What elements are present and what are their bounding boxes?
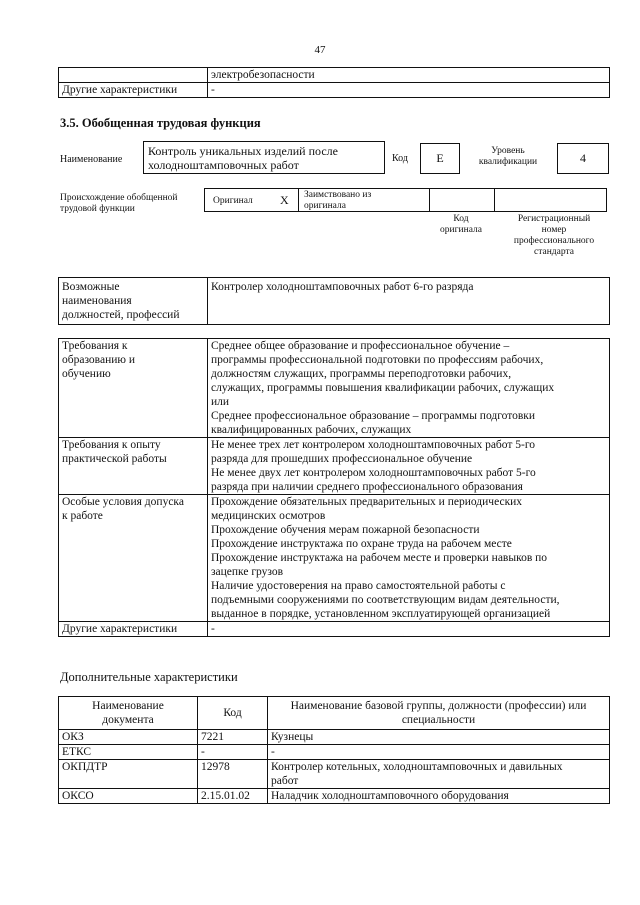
code-original-label: Код оригинала <box>440 214 482 235</box>
table-cell-label: Другие характеристики <box>59 83 208 98</box>
table-cell: Контролер холодноштамповочных работ 6-го разряда <box>208 278 610 325</box>
additional-title: Дополнительные характеристики <box>60 670 238 684</box>
divider <box>429 189 430 211</box>
table-row <box>59 622 610 637</box>
name-label: Наименование <box>60 154 123 165</box>
page-number: 47 <box>314 44 326 56</box>
requirements-table <box>58 338 610 637</box>
table-cell: - <box>208 83 610 98</box>
table-cell-label: Требования к образованию и обучению <box>59 339 208 438</box>
divider <box>298 189 299 211</box>
original-label: Оригинал <box>213 196 253 206</box>
level-value: 4 <box>557 143 609 174</box>
positions-table <box>58 277 610 325</box>
name-value: Контроль уникальных изделий после холодноштамповочных работ <box>143 141 385 174</box>
table-cell: Прохождение обязательных предварительных и периодических медицинских осмотров Прохождение обучения мерам пожарной безопасности Прохождение инструктажа по охране труда на рабочем месте Прохождение инструктажа на рабочем месте и проверки навыков по зацепке грузов Наличие удостоверения на право самостоятельной работы с подъемными сооружениями по соответствующим видам деятельности, выданное в порядке, установленном эксплуатирующей организацией <box>208 495 610 622</box>
reg-number-label: Регистрационный номер профессионального стандарта <box>513 214 595 257</box>
header-code: Код <box>198 697 268 730</box>
level-label: Уровень квалификации <box>478 146 538 167</box>
code-label: Код <box>392 153 408 164</box>
table-row: ЕТКС - - <box>59 745 610 760</box>
table-row: ОКПДТР 12978 Контролер котельных, холодноштамповочных и давильных работ <box>59 760 610 789</box>
table-cell: - <box>208 622 610 637</box>
table-row: ОКЗ 7221 Кузнецы <box>59 730 610 745</box>
header-doc: Наименование документа <box>59 697 198 730</box>
table-cell: Среднее общее образование и профессиональное обучение – программы профессиональной подготовки по профессиям рабочих, должностям служащих, программы переподготовки рабочих, служащих, программы повышения квалификации рабочих, служащих или Среднее профессиональное образование – программы подготовки квалифицированных рабочих, служащих <box>208 339 610 438</box>
table-row <box>59 83 610 98</box>
origin-box <box>204 188 607 212</box>
table-row: ОКСО 2.15.01.02 Наладчик холодноштамповочного оборудования <box>59 789 610 804</box>
header-name: Наименование базовой группы, должности (профессии) или специальности <box>268 697 610 730</box>
table-row <box>59 438 610 495</box>
table-cell-label: Возможные наименования должностей, профессий <box>59 278 208 325</box>
section-title: 3.5. Обобщенная трудовая функция <box>60 116 261 130</box>
table-cell: Не менее трех лет контролером холодноштамповочных работ 5-го разряда для прошедших профессиональное обучение Не менее двух лет контролером холодноштамповочных работ 5-го разряда при наличии среднего профессионального образования <box>208 438 610 495</box>
table-row <box>59 278 610 325</box>
table-cell-label: Требования к опыту практической работы <box>59 438 208 495</box>
table-cell: электробезопасности <box>208 68 610 83</box>
table-cell-label: Особые условия допуска к работе <box>59 495 208 622</box>
table-cell-label: Другие характеристики <box>59 622 208 637</box>
table-row <box>59 495 610 622</box>
origin-label: Происхождение обобщенной трудовой функции <box>60 193 178 214</box>
original-mark: X <box>280 193 289 207</box>
code-value: Е <box>420 143 460 174</box>
additional-table <box>58 696 610 804</box>
table-row <box>59 339 610 438</box>
divider <box>494 189 495 211</box>
table-row <box>59 68 610 83</box>
table-header-row <box>59 697 610 730</box>
borrowed-label: Заимствовано из оригинала <box>304 190 372 211</box>
top-table <box>58 67 610 98</box>
